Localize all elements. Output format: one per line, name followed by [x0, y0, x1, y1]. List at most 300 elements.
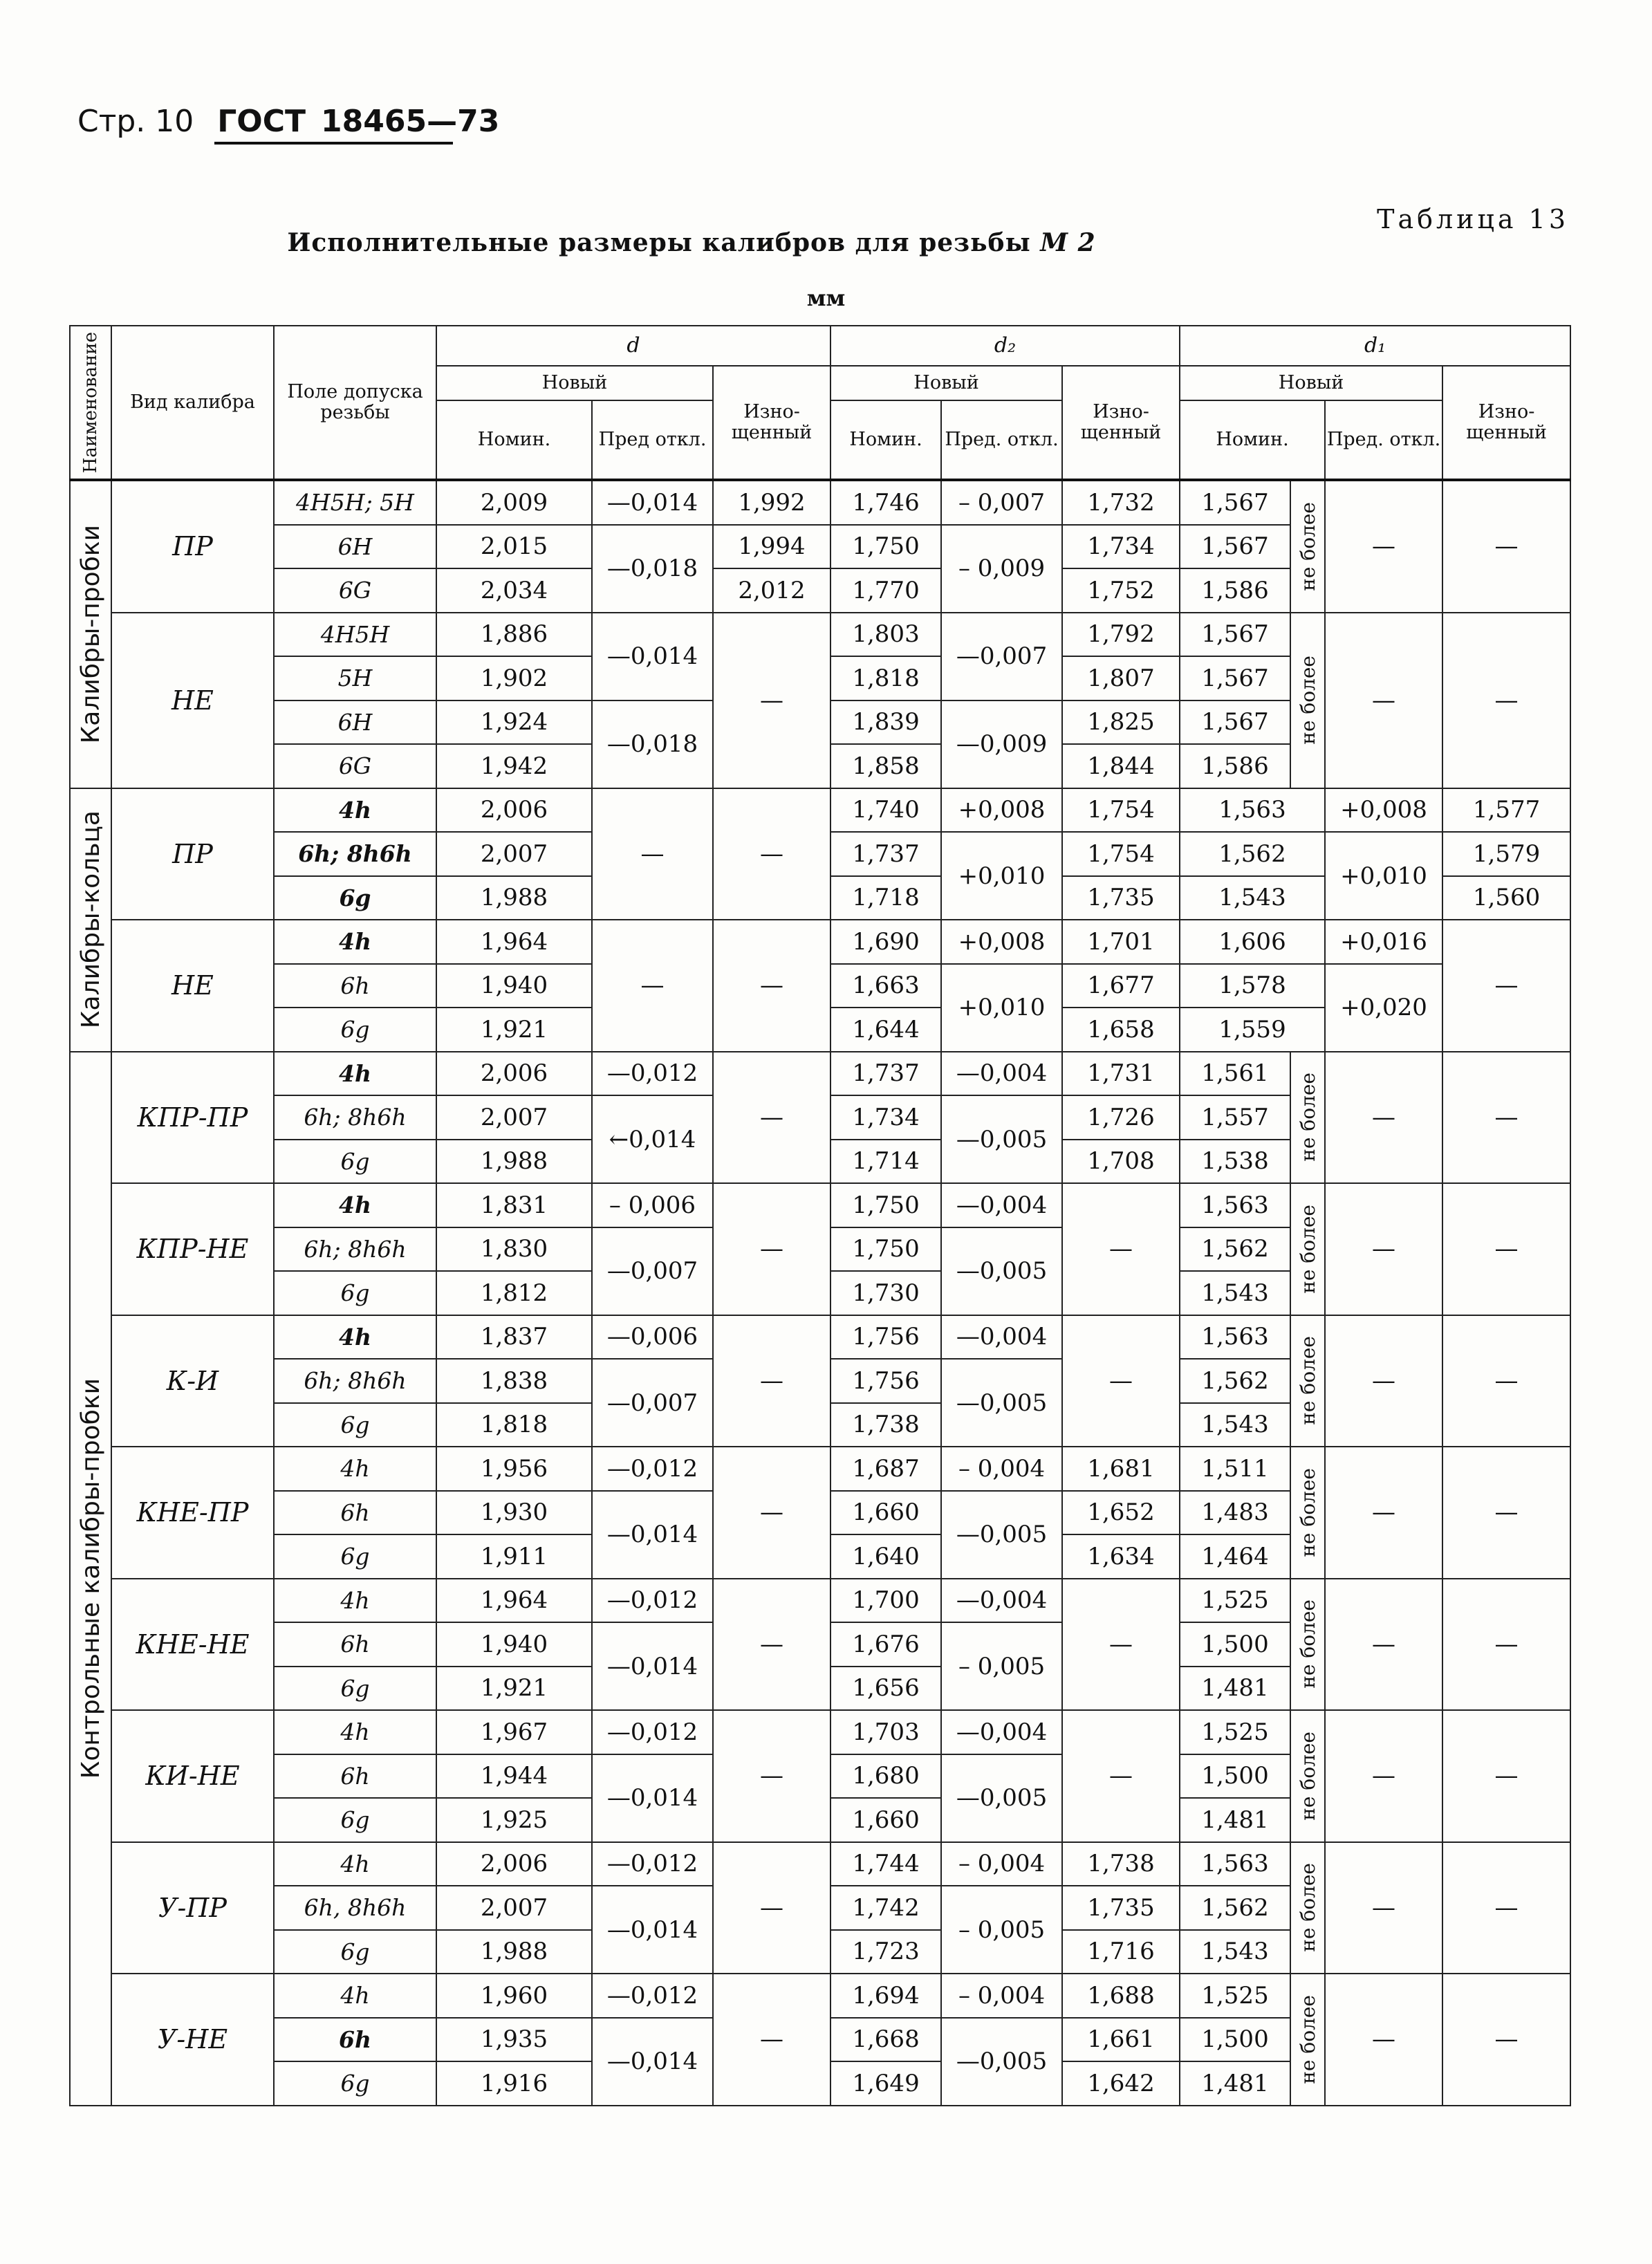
d1-worn: — — [1442, 1315, 1570, 1447]
d2-worn: 1,642 — [1062, 2061, 1180, 2106]
d1-worn: — — [1442, 1579, 1570, 1711]
d-nominal: 1,838 — [436, 1359, 592, 1403]
d-worn: — — [713, 1183, 830, 1315]
d-deviation: —0,007 — [592, 1227, 713, 1315]
d-deviation: —0,014 — [592, 480, 713, 525]
d-worn: — — [713, 1447, 830, 1579]
d1-worn: — — [1442, 1974, 1570, 2106]
d-nominal: 1,988 — [436, 1930, 592, 1974]
d-nominal: 1,964 — [436, 1579, 592, 1623]
d1-nominal: 1,563 — [1180, 1315, 1290, 1360]
d2-deviation: +0,010 — [941, 964, 1062, 1052]
d2-nominal: 1,756 — [830, 1315, 941, 1360]
d-nominal: 2,009 — [436, 480, 592, 525]
gauge-type: У-НЕ — [111, 1974, 274, 2106]
d2-deviation: – 0,005 — [941, 1886, 1062, 1974]
d1-note: не более — [1290, 1052, 1325, 1184]
d1-deviation: — — [1325, 1579, 1442, 1711]
d-nominal: 1,942 — [436, 744, 592, 788]
d1-nominal: 1,567 — [1180, 613, 1290, 657]
d-worn: — — [713, 1315, 830, 1447]
tolerance-field: 6G — [274, 744, 436, 788]
d1-nominal: 1,500 — [1180, 1622, 1290, 1667]
table-row — [70, 613, 1570, 657]
d2-deviation-header: Пред. откл. — [941, 400, 1062, 480]
d1-deviation: — — [1325, 1974, 1442, 2106]
d2-nominal: 1,680 — [830, 1754, 941, 1799]
d2-deviation: —0,005 — [941, 1095, 1062, 1183]
d2-worn: 1,752 — [1062, 568, 1180, 613]
table-row — [70, 920, 1570, 964]
tolerance-field: 6g — [274, 1140, 436, 1184]
d-deviation: ←0,014 — [592, 1095, 713, 1183]
d1-worn: 1,560 — [1442, 876, 1570, 920]
tolerance-field: 6h — [274, 1622, 436, 1667]
table-row — [70, 1447, 1570, 1491]
tolerance-field: 6g — [274, 876, 436, 920]
d2-worn: 1,708 — [1062, 1140, 1180, 1184]
table-title-text: Исполнительные размеры калибров для резьбы — [287, 228, 1031, 257]
tolerance-field: 6h; 8h6h — [274, 1359, 436, 1403]
d2-nominal: 1,649 — [830, 2061, 941, 2106]
tolerance-field: 6h, 8h6h — [274, 1886, 436, 1930]
d-deviation: —0,018 — [592, 525, 713, 613]
tolerance-field: 6h; 8h6h — [274, 832, 436, 876]
d2-deviation: —0,005 — [941, 1227, 1062, 1315]
d2-worn: 1,677 — [1062, 964, 1180, 1008]
tolerance-field: 6g — [274, 1008, 436, 1052]
d2-nominal: 1,858 — [830, 744, 941, 788]
d-nominal-header: Номин. — [436, 400, 592, 480]
d2-nominal: 1,839 — [830, 700, 941, 745]
d2-nominal: 1,660 — [830, 1798, 941, 1842]
d2-worn: — — [1062, 1315, 1180, 1447]
d-deviation: —0,012 — [592, 1052, 713, 1096]
d2-worn: 1,652 — [1062, 1491, 1180, 1535]
d-nominal: 1,812 — [436, 1271, 592, 1315]
d2-worn: — — [1062, 1183, 1180, 1315]
d1-worn: — — [1442, 1447, 1570, 1579]
d1-deviation: — — [1325, 1052, 1442, 1184]
d-nominal: 1,935 — [436, 2018, 592, 2062]
d1-nominal: 1,483 — [1180, 1491, 1290, 1535]
d-nominal: 1,925 — [436, 1798, 592, 1842]
d2-nominal: 1,660 — [830, 1491, 941, 1535]
d-nominal: 1,988 — [436, 1140, 592, 1184]
d-worn: — — [713, 1052, 830, 1184]
d1-worn: — — [1442, 1183, 1570, 1315]
d1-nominal: 1,563 — [1180, 788, 1325, 833]
d-deviation: —0,012 — [592, 1447, 713, 1491]
d1-deviation: +0,016 — [1325, 920, 1442, 964]
d2-nominal: 1,656 — [830, 1667, 941, 1711]
d2-deviation: +0,008 — [941, 920, 1062, 964]
d1-nominal: 1,563 — [1180, 1183, 1290, 1227]
tolerance-field: 4h — [274, 920, 436, 964]
d2-deviation: —0,005 — [941, 1491, 1062, 1579]
d-deviation: —0,012 — [592, 1974, 713, 2018]
d1-deviation: — — [1325, 613, 1442, 788]
d1-nominal: 1,464 — [1180, 1534, 1290, 1579]
group-plugs: Калибры-пробки — [70, 480, 111, 788]
d2-nominal: 1,818 — [830, 656, 941, 700]
d-deviation: —0,014 — [592, 1886, 713, 1974]
d1-note: не более — [1290, 1710, 1325, 1842]
gauge-type: ПР — [111, 480, 274, 613]
d1-nominal: 1,500 — [1180, 1754, 1290, 1799]
d2-worn: 1,844 — [1062, 744, 1180, 788]
d2-deviation: —0,005 — [941, 1359, 1062, 1447]
table-body — [70, 480, 1570, 2106]
d1-nominal: 1,567 — [1180, 525, 1290, 569]
d-nominal: 1,964 — [436, 920, 592, 964]
tolerance-field: 4h — [274, 1842, 436, 1886]
d1-deviation: — — [1325, 1447, 1442, 1579]
d2-nominal: 1,738 — [830, 1403, 941, 1447]
page-header — [77, 104, 499, 139]
d-nominal: 1,886 — [436, 613, 592, 657]
table-head — [70, 326, 1570, 480]
d-nominal: 1,837 — [436, 1315, 592, 1360]
name-column-header: Наименование — [70, 326, 111, 480]
d-deviation: —0,012 — [592, 1579, 713, 1623]
d1-nominal: 1,543 — [1180, 876, 1325, 920]
gauge-type: К-И — [111, 1315, 274, 1447]
d-header: d — [436, 326, 830, 366]
d2-header: d₂ — [830, 326, 1180, 366]
d-nominal: 1,831 — [436, 1183, 592, 1227]
d1-note: не более — [1290, 1974, 1325, 2106]
d1-note: не более — [1290, 480, 1325, 613]
d-nominal: 2,007 — [436, 1095, 592, 1140]
gauge-type: КИ-НЕ — [111, 1710, 274, 1842]
d2-worn: 1,735 — [1062, 876, 1180, 920]
d2-nominal: 1,770 — [830, 568, 941, 613]
tolerance-field: 4h — [274, 1447, 436, 1491]
tolerance-field: 6h; 8h6h — [274, 1095, 436, 1140]
d2-deviation: – 0,009 — [941, 525, 1062, 613]
tolerance-field: 6g — [274, 1930, 436, 1974]
tolerance-field: 4h — [274, 788, 436, 833]
tolerance-field: 6g — [274, 2061, 436, 2106]
d1-nominal: 1,562 — [1180, 832, 1325, 876]
tolerance-field: 6h — [274, 1491, 436, 1535]
d1-worn-header: Изно-щенный — [1442, 366, 1570, 480]
table-row — [70, 1842, 1570, 1886]
d1-worn: 1,577 — [1442, 788, 1570, 833]
d2-nominal: 1,668 — [830, 2018, 941, 2062]
d1-nominal: 1,525 — [1180, 1579, 1290, 1623]
tolerance-field: 6h — [274, 964, 436, 1008]
d-nominal: 1,940 — [436, 1622, 592, 1667]
d2-worn: 1,754 — [1062, 832, 1180, 876]
gauge-type: НЕ — [111, 920, 274, 1052]
d-deviation: —0,012 — [592, 1710, 713, 1754]
d-worn: — — [713, 1974, 830, 2106]
table-row — [70, 480, 1570, 525]
d-nominal: 1,988 — [436, 876, 592, 920]
d2-nominal: 1,750 — [830, 525, 941, 569]
d-worn: 2,012 — [713, 568, 830, 613]
tolerance-field: 4H5H — [274, 613, 436, 657]
d2-nominal: 1,734 — [830, 1095, 941, 1140]
d-deviation: —0,014 — [592, 613, 713, 700]
d2-worn: 1,701 — [1062, 920, 1180, 964]
d2-nominal: 1,803 — [830, 613, 941, 657]
gauge-type: У-ПР — [111, 1842, 274, 1974]
table-row — [70, 1579, 1570, 1623]
table-row — [70, 1052, 1570, 1096]
d2-worn: 1,734 — [1062, 525, 1180, 569]
d-deviation: —0,018 — [592, 700, 713, 788]
d2-nominal: 1,690 — [830, 920, 941, 964]
d-nominal: 1,921 — [436, 1008, 592, 1052]
d2-deviation: +0,008 — [941, 788, 1062, 833]
d2-nominal: 1,723 — [830, 1930, 941, 1974]
d-nominal: 1,944 — [436, 1754, 592, 1799]
d2-worn: 1,825 — [1062, 700, 1180, 745]
d2-worn: 1,731 — [1062, 1052, 1180, 1096]
group-rings: Калибры-кольца — [70, 788, 111, 1052]
d2-deviation: – 0,004 — [941, 1447, 1062, 1491]
d-deviation: —0,014 — [592, 1754, 713, 1842]
d1-worn: — — [1442, 480, 1570, 613]
gauge-type: КНЕ-ПР — [111, 1447, 274, 1579]
d2-worn: 1,732 — [1062, 480, 1180, 525]
d1-nominal: 1,525 — [1180, 1974, 1290, 2018]
d2-nominal: 1,740 — [830, 788, 941, 833]
d-nominal: 2,034 — [436, 568, 592, 613]
d1-worn: — — [1442, 1710, 1570, 1842]
tolerance-field: 6g — [274, 1534, 436, 1579]
d1-nominal: 1,586 — [1180, 744, 1290, 788]
d1-deviation: +0,010 — [1325, 832, 1442, 920]
d-nominal: 1,960 — [436, 1974, 592, 2018]
tolerance-field: 4h — [274, 1315, 436, 1360]
d1-deviation: +0,008 — [1325, 788, 1442, 833]
d2-deviation: —0,004 — [941, 1183, 1062, 1227]
tolerance-field: 6g — [274, 1271, 436, 1315]
d2-nominal: 1,714 — [830, 1140, 941, 1184]
d1-nominal: 1,481 — [1180, 1667, 1290, 1711]
d1-deviation: — — [1325, 1183, 1442, 1315]
d-deviation: —0,014 — [592, 2018, 713, 2106]
table-row — [70, 1974, 1570, 2018]
d2-new-header: Новый — [830, 366, 1062, 400]
d2-worn: 1,792 — [1062, 613, 1180, 657]
d2-nominal: 1,756 — [830, 1359, 941, 1403]
d-worn-header: Изно-щенный — [713, 366, 830, 480]
d2-nominal: 1,700 — [830, 1579, 941, 1623]
d1-deviation-header: Пред. откл. — [1325, 400, 1442, 480]
d2-deviation: – 0,007 — [941, 480, 1062, 525]
d1-nominal: 1,525 — [1180, 1710, 1290, 1754]
d1-nominal: 1,481 — [1180, 2061, 1290, 2106]
d1-deviation: — — [1325, 480, 1442, 613]
d-worn: — — [713, 788, 830, 920]
d-deviation: —0,006 — [592, 1315, 713, 1360]
d1-nominal-header: Номин. — [1180, 400, 1325, 480]
d-deviation-header: Пред откл. — [592, 400, 713, 480]
thread-size: М 2 — [1040, 228, 1096, 257]
gauge-type: ПР — [111, 788, 274, 920]
d2-nominal: 1,676 — [830, 1622, 941, 1667]
d1-nominal: 1,559 — [1180, 1008, 1325, 1052]
d2-deviation: – 0,005 — [941, 1622, 1062, 1710]
d1-nominal: 1,511 — [1180, 1447, 1290, 1491]
d2-nominal: 1,742 — [830, 1886, 941, 1930]
d-worn: — — [713, 1579, 830, 1711]
gauge-type: КПР-ПР — [111, 1052, 274, 1184]
d1-nominal: 1,562 — [1180, 1227, 1290, 1272]
d1-nominal: 1,562 — [1180, 1359, 1290, 1403]
d1-nominal: 1,567 — [1180, 700, 1290, 745]
d2-worn: 1,688 — [1062, 1974, 1180, 2018]
d-nominal: 1,940 — [436, 964, 592, 1008]
d2-worn: 1,726 — [1062, 1095, 1180, 1140]
tolerance-field: 6g — [274, 1667, 436, 1711]
table-row — [70, 1710, 1570, 1754]
gauge-type: КНЕ-НЕ — [111, 1579, 274, 1711]
d2-worn: 1,658 — [1062, 1008, 1180, 1052]
header-rule — [214, 142, 453, 145]
gauge-dimensions-table — [69, 325, 1571, 2106]
d-nominal: 2,006 — [436, 788, 592, 833]
d2-deviation: – 0,004 — [941, 1974, 1062, 2018]
d-deviation: —0,014 — [592, 1491, 713, 1579]
d-deviation: — — [592, 788, 713, 920]
d2-worn-header: Изно-щенный — [1062, 366, 1180, 480]
group-control-plugs: Контрольные калибры-пробки — [70, 1052, 111, 2106]
d-nominal: 1,967 — [436, 1710, 592, 1754]
d-nominal: 1,830 — [436, 1227, 592, 1272]
d-nominal: 1,818 — [436, 1403, 592, 1447]
d2-worn: 1,661 — [1062, 2018, 1180, 2062]
d1-nominal: 1,481 — [1180, 1798, 1290, 1842]
d-nominal: 1,921 — [436, 1667, 592, 1711]
d1-nominal: 1,567 — [1180, 656, 1290, 700]
d-worn: — — [713, 1842, 830, 1974]
d2-nominal: 1,737 — [830, 832, 941, 876]
d1-worn: — — [1442, 613, 1570, 788]
d-nominal: 2,015 — [436, 525, 592, 569]
d1-deviation: — — [1325, 1842, 1442, 1974]
tolerance-field-header: Поле допуска резьбы — [274, 326, 436, 480]
tolerance-field: 4H5H; 5H — [274, 480, 436, 525]
gauge-type-header: Вид калибра — [111, 326, 274, 480]
d2-deviation: —0,004 — [941, 1710, 1062, 1754]
table-title — [0, 228, 1383, 257]
d2-worn: 1,738 — [1062, 1842, 1180, 1886]
d1-nominal: 1,538 — [1180, 1140, 1290, 1184]
d2-deviation: —0,005 — [941, 2018, 1062, 2106]
table-row — [70, 1315, 1570, 1360]
d2-nominal: 1,750 — [830, 1183, 941, 1227]
d2-nominal: 1,663 — [830, 964, 941, 1008]
d1-nominal: 1,543 — [1180, 1403, 1290, 1447]
d2-worn: 1,716 — [1062, 1930, 1180, 1974]
d1-nominal: 1,543 — [1180, 1930, 1290, 1974]
d2-nominal: 1,687 — [830, 1447, 941, 1491]
d2-deviation: —0,005 — [941, 1754, 1062, 1842]
tolerance-field: 6g — [274, 1798, 436, 1842]
d1-note: не более — [1290, 613, 1325, 788]
table-row — [70, 788, 1570, 833]
d1-nominal: 1,500 — [1180, 2018, 1290, 2062]
d-nominal: 2,006 — [436, 1842, 592, 1886]
d2-nominal-header: Номин. — [830, 400, 941, 480]
d-nominal: 1,902 — [436, 656, 592, 700]
d1-worn: — — [1442, 1842, 1570, 1974]
d2-deviation: —0,007 — [941, 613, 1062, 700]
d1-deviation: +0,020 — [1325, 964, 1442, 1052]
d2-deviation: —0,009 — [941, 700, 1062, 788]
d1-header: d₁ — [1180, 326, 1570, 366]
d2-worn: — — [1062, 1710, 1180, 1842]
d2-worn: 1,681 — [1062, 1447, 1180, 1491]
d2-nominal: 1,644 — [830, 1008, 941, 1052]
d1-nominal: 1,557 — [1180, 1095, 1290, 1140]
tolerance-field: 6h — [274, 2018, 436, 2062]
d1-nominal: 1,578 — [1180, 964, 1325, 1008]
d-worn: 1,992 — [713, 480, 830, 525]
d1-worn: — — [1442, 1052, 1570, 1184]
d1-deviation: — — [1325, 1315, 1442, 1447]
d1-nominal: 1,561 — [1180, 1052, 1290, 1096]
d2-nominal: 1,730 — [830, 1271, 941, 1315]
gost-label: ГОСТ — [217, 104, 306, 139]
d1-note: не более — [1290, 1315, 1325, 1447]
d2-nominal: 1,694 — [830, 1974, 941, 2018]
tolerance-field: 6h — [274, 1754, 436, 1799]
d2-nominal: 1,640 — [830, 1534, 941, 1579]
d-nominal: 1,930 — [436, 1491, 592, 1535]
d1-nominal: 1,563 — [1180, 1842, 1290, 1886]
standard-number: 18465—73 — [321, 104, 500, 139]
d-nominal: 2,006 — [436, 1052, 592, 1096]
d2-nominal: 1,746 — [830, 480, 941, 525]
tolerance-field: 4h — [274, 1052, 436, 1096]
tolerance-field: 6h; 8h6h — [274, 1227, 436, 1272]
d2-deviation: —0,004 — [941, 1052, 1062, 1096]
d1-note: не более — [1290, 1842, 1325, 1974]
table-row — [70, 1183, 1570, 1227]
page-number: Стр. 10 — [77, 104, 194, 139]
d1-nominal: 1,562 — [1180, 1886, 1290, 1930]
d-worn: 1,994 — [713, 525, 830, 569]
d-deviation: —0,012 — [592, 1842, 713, 1886]
d-nominal: 1,916 — [436, 2061, 592, 2106]
tolerance-field: 6H — [274, 700, 436, 745]
d-nominal: 1,911 — [436, 1534, 592, 1579]
d-deviation: —0,014 — [592, 1622, 713, 1710]
d-nominal: 1,956 — [436, 1447, 592, 1491]
d2-deviation: —0,004 — [941, 1579, 1062, 1623]
d2-nominal: 1,718 — [830, 876, 941, 920]
d1-note: не более — [1290, 1183, 1325, 1315]
d2-worn: 1,754 — [1062, 788, 1180, 833]
d2-deviation: +0,010 — [941, 832, 1062, 920]
d1-note: не более — [1290, 1447, 1325, 1579]
d-deviation: — — [592, 920, 713, 1052]
tolerance-field: 4h — [274, 1183, 436, 1227]
d-new-header: Новый — [436, 366, 713, 400]
d-nominal: 2,007 — [436, 832, 592, 876]
tolerance-field: 4h — [274, 1710, 436, 1754]
d-worn: — — [713, 1710, 830, 1842]
d1-nominal: 1,606 — [1180, 920, 1325, 964]
d2-worn: 1,634 — [1062, 1534, 1180, 1579]
